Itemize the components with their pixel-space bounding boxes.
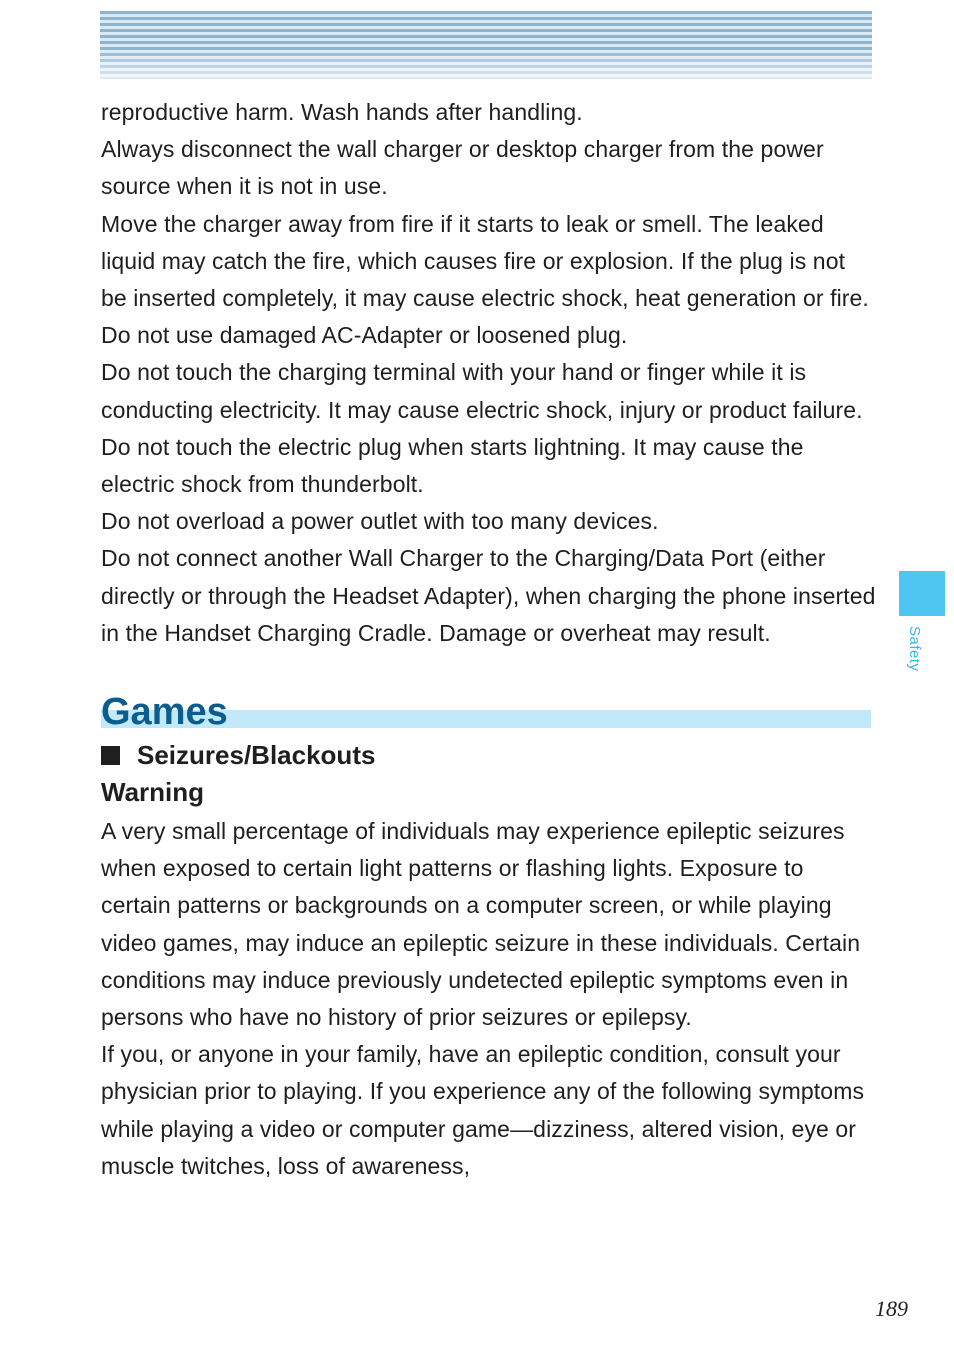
chapter-label xyxy=(906,626,922,696)
square-bullet-icon xyxy=(101,746,120,765)
paragraph: Do not connect another Wall Charger to the Charging/Data Port (either directly or through the Headset Adapter), when charging the phone inserted in the Handset Charging Cradle. Damage or overheat may result. xyxy=(101,545,876,646)
chapter-label-text: Safety xyxy=(906,626,923,672)
header-stripe-band xyxy=(100,11,872,79)
chapter-tab xyxy=(899,571,945,616)
paragraph: Do not overload a power outlet with too many devices. xyxy=(101,508,659,535)
paragraph: Move the charger away from fire if it starts to leak or smell. The leaked liquid may catch the fire, which causes fire or explosion. If the plug is not be inserted completely, it may cause electric shock, heat generation or fire. Do not use damaged AC-Adapter or loosened plug. xyxy=(101,210,869,349)
warning-label: Warning xyxy=(101,777,205,808)
paragraph: A very small percentage of individuals may experience epileptic seizures when exposed to certain light patterns or flashing lights. Exposure to certain patterns or backgrounds on a computer screen, or while playing video games, may induce an epileptic seizure in these individuals. Certain conditions may induce previously undetected epileptic symptoms even in persons who have no history of prior seizures or epilepsy. xyxy=(101,818,861,1031)
page-content xyxy=(101,94,876,1185)
subheading-text: Seizures/Blackouts xyxy=(137,740,376,771)
paragraph: Do not touch the electric plug when starts lightning. It may cause the electric shock from thunderbolt. xyxy=(101,433,804,498)
warning-body xyxy=(101,813,876,1185)
paragraph: reproductive harm. Wash hands after handling. xyxy=(101,99,583,125)
section-header xyxy=(101,690,876,734)
paragraph: Do not touch the charging terminal with your hand or finger while it is conducting electricity. It may cause electric shock, injury or product failure. xyxy=(101,359,863,423)
page-number: 189 xyxy=(875,1296,908,1321)
section-title: Games xyxy=(101,691,228,734)
subheading xyxy=(101,737,876,774)
paragraph: Always disconnect the wall charger or desktop charger from the power source when it is not in use. xyxy=(101,136,824,200)
paragraph: If you, or anyone in your family, have an epileptic condition, consult your physician prior to playing. If you experience any of the following symptoms while playing a video or computer game—dizziness, altered vision, eye or muscle twitches, loss of awareness, xyxy=(101,1041,865,1179)
